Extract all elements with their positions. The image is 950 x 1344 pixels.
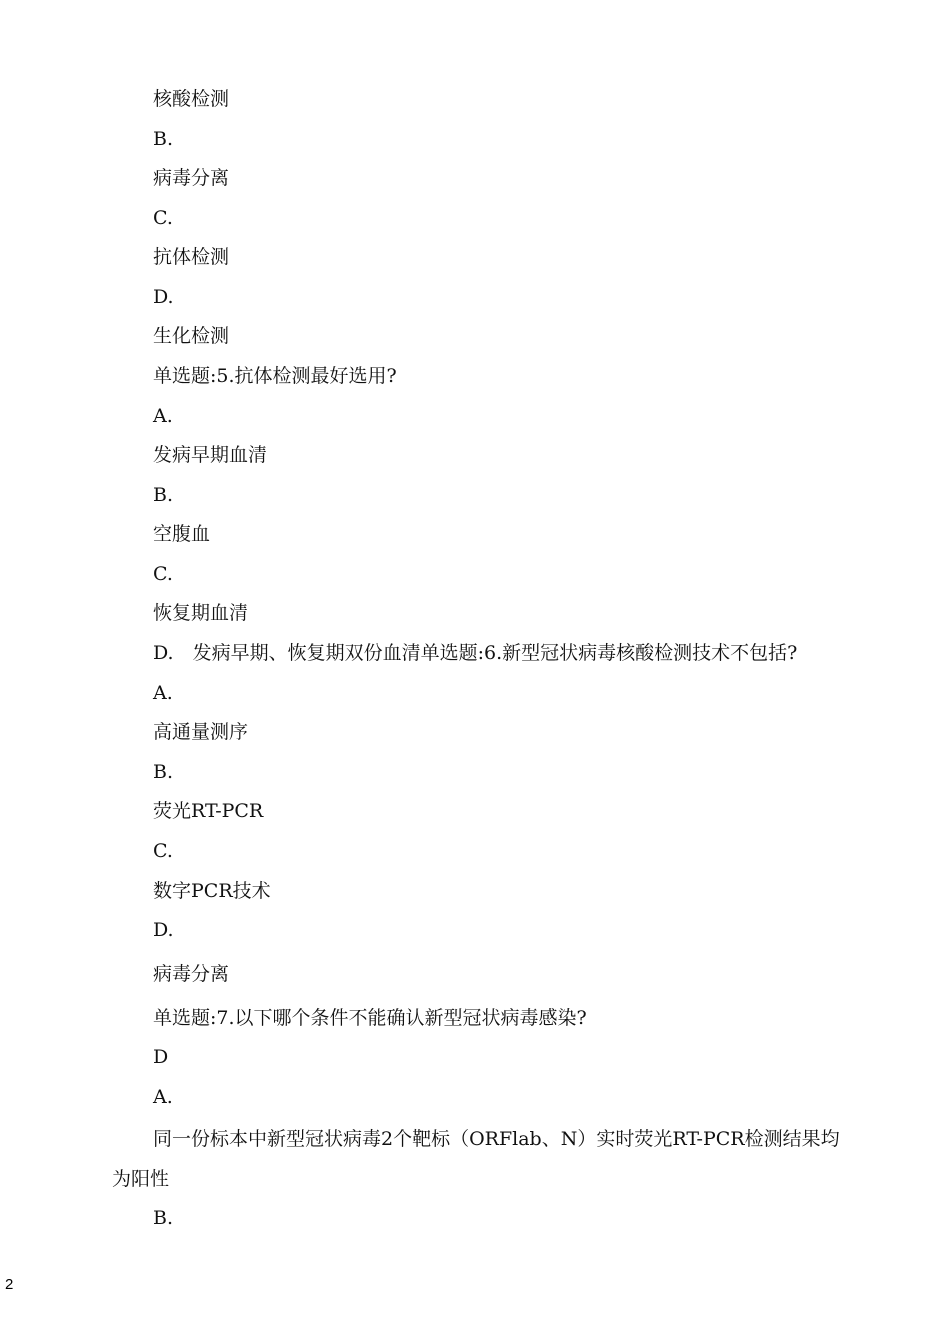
option-label: B. (153, 1207, 174, 1229)
page-number: 2 (5, 1276, 14, 1293)
option-text: 恢复期血清 (153, 602, 249, 624)
option-label: A. (153, 1086, 173, 1108)
option-label: C. (153, 563, 173, 585)
option-text: 高通量测序 (153, 721, 249, 743)
option-text: 空腹血 (153, 523, 211, 545)
option-label: B. (153, 484, 174, 506)
option-label: B. (153, 761, 174, 783)
option-text: 发病早期血清 (153, 444, 268, 466)
answer-text: D (153, 1046, 169, 1068)
option-label: A. (153, 405, 173, 427)
option-text: 数字PCR技术 (153, 880, 271, 902)
option-label: D. (153, 286, 174, 308)
option-text: 抗体检测 (153, 246, 230, 268)
option-text: 生化检测 (153, 325, 230, 347)
question-text: 单选题:7.以下哪个条件不能确认新型冠状病毒感染? (153, 1007, 587, 1029)
option-label: B. (153, 128, 174, 150)
option-label: C. (153, 207, 173, 229)
option-paragraph: 同一份标本中新型冠状病毒2个靶标（ORFlab、N）实时荧光RT-PCR检测结果均为阳性 (112, 1128, 840, 1190)
option-label: D. (153, 919, 174, 941)
option-label: C. (153, 840, 173, 862)
option-text: 病毒分离 (153, 167, 230, 189)
question-text: 单选题:5.抗体检测最好选用? (153, 365, 397, 387)
option-text: 荧光RT-PCR (153, 800, 264, 822)
option-with-question: D. 发病早期、恢复期双份血清单选题:6.新型冠状病毒核酸检测技术不包括? (153, 642, 798, 664)
option-text: 核酸检测 (153, 88, 230, 110)
option-label: A. (153, 682, 173, 704)
option-text: 病毒分离 (153, 963, 230, 985)
